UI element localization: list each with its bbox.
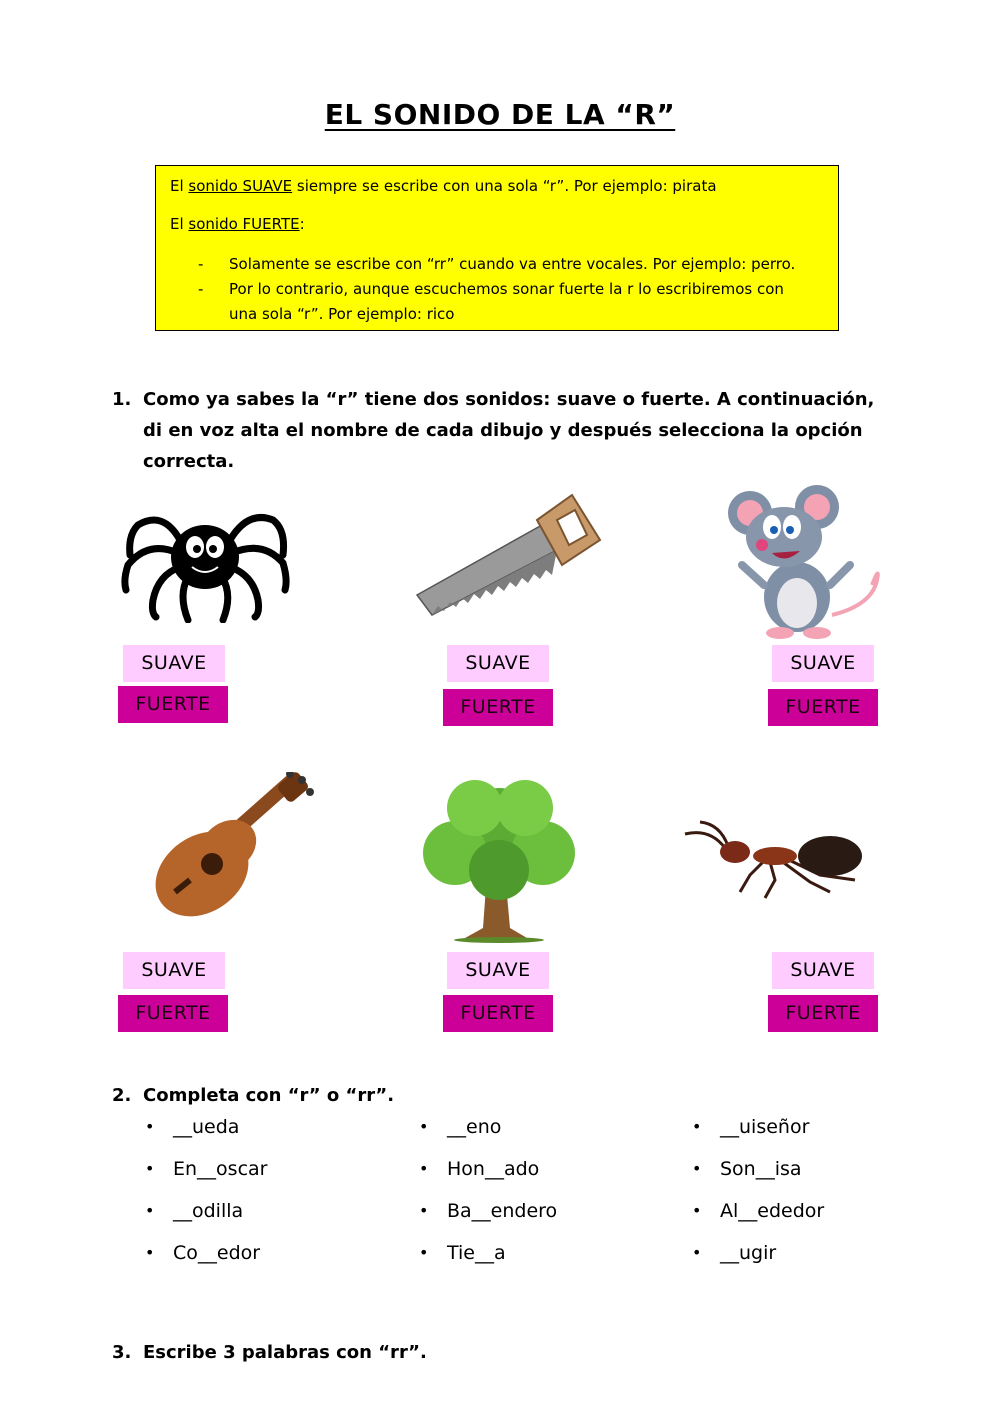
option-suave-tree[interactable]: SUAVE [447, 952, 549, 989]
rule-soft-text: siempre se escribe con una sola “r”. Por ejemplo: pirata [292, 177, 717, 195]
rule-bullet: - Por lo contrario, aunque escuchemos sonar fuerte la r lo escribiremos con una sola “r”. Por ejemplo: rico [196, 277, 816, 327]
question-2 [112, 1080, 882, 1111]
rule-bullet: - Solamente se escribe con “rr” cuando va entre vocales. Por ejemplo: perro. [196, 252, 816, 277]
rule-soft-term: sonido SUAVE [188, 177, 293, 195]
word-item: • Co__edor [145, 1242, 261, 1264]
option-suave-saw[interactable]: SUAVE [447, 645, 549, 682]
word-text: __odilla [173, 1200, 244, 1222]
word-item: • __odilla [145, 1200, 244, 1222]
tree-icon [415, 778, 583, 943]
option-fuerte-tree[interactable]: FUERTE [443, 995, 553, 1032]
option-suave-guitar[interactable]: SUAVE [123, 952, 225, 989]
word-text: Tie__a [447, 1242, 506, 1264]
rule-strong [170, 212, 305, 237]
word-text: Al__ededor [720, 1200, 825, 1222]
guitar-icon [140, 772, 315, 922]
word-item: • Hon__ado [419, 1158, 540, 1180]
word-item: • __eno [419, 1116, 502, 1138]
question-text: Completa con “r” o “rr”. [143, 1085, 395, 1106]
word-text: Hon__ado [447, 1158, 540, 1180]
word-item: • Al__ededor [692, 1200, 825, 1222]
word-text: __uiseñor [720, 1116, 810, 1138]
option-suave-spider[interactable]: SUAVE [123, 645, 225, 682]
title-text: EL SONIDO DE LA “R” [324, 98, 676, 131]
ant-icon [680, 820, 880, 900]
rule-strong-colon: : [299, 215, 305, 233]
option-fuerte-saw[interactable]: FUERTE [443, 689, 553, 726]
word-item: • __ugir [692, 1242, 777, 1264]
option-suave-mouse[interactable]: SUAVE [772, 645, 874, 682]
rule-strong-term: sonido FUERTE [188, 215, 300, 233]
rule-soft [170, 174, 717, 199]
question-text: Escribe 3 palabras con “rr”. [143, 1342, 427, 1363]
rule-box [155, 165, 839, 331]
saw-icon [412, 490, 602, 620]
word-item: • Son__isa [692, 1158, 802, 1180]
question-number: 1. [112, 389, 132, 410]
question-text: Como ya sabes la “r” tiene dos sonidos: suave o fuerte. A continuación, di en voz alta el nombre de cada dibujo y después selecciona la opción correcta. [143, 389, 875, 472]
rule-strong-prefix: El [170, 215, 189, 233]
word-item: • Ba__endero [419, 1200, 558, 1222]
word-text: __ueda [173, 1116, 240, 1138]
word-text: Ba__endero [447, 1200, 558, 1222]
option-suave-ant[interactable]: SUAVE [772, 952, 874, 989]
word-item: • __uiseñor [692, 1116, 810, 1138]
word-item: • En__oscar [145, 1158, 268, 1180]
page-title [0, 98, 1000, 131]
word-item: • Tie__a [419, 1242, 506, 1264]
word-text: __ugir [720, 1242, 777, 1264]
word-text: __eno [447, 1116, 502, 1138]
word-text: Co__edor [173, 1242, 261, 1264]
question-number: 2. [112, 1085, 132, 1106]
rule-soft-prefix: El [170, 177, 189, 195]
question-number: 3. [112, 1342, 132, 1363]
option-fuerte-spider[interactable]: FUERTE [118, 686, 228, 723]
question-1 [112, 384, 882, 477]
option-fuerte-mouse[interactable]: FUERTE [768, 689, 878, 726]
word-item: • __ueda [145, 1116, 240, 1138]
question-3 [112, 1337, 882, 1368]
option-fuerte-guitar[interactable]: FUERTE [118, 995, 228, 1032]
word-text: En__oscar [173, 1158, 268, 1180]
spider-icon [118, 495, 293, 623]
option-fuerte-ant[interactable]: FUERTE [768, 995, 878, 1032]
rule-bullets [196, 252, 816, 327]
word-text: Son__isa [720, 1158, 802, 1180]
mouse-icon [722, 485, 882, 643]
